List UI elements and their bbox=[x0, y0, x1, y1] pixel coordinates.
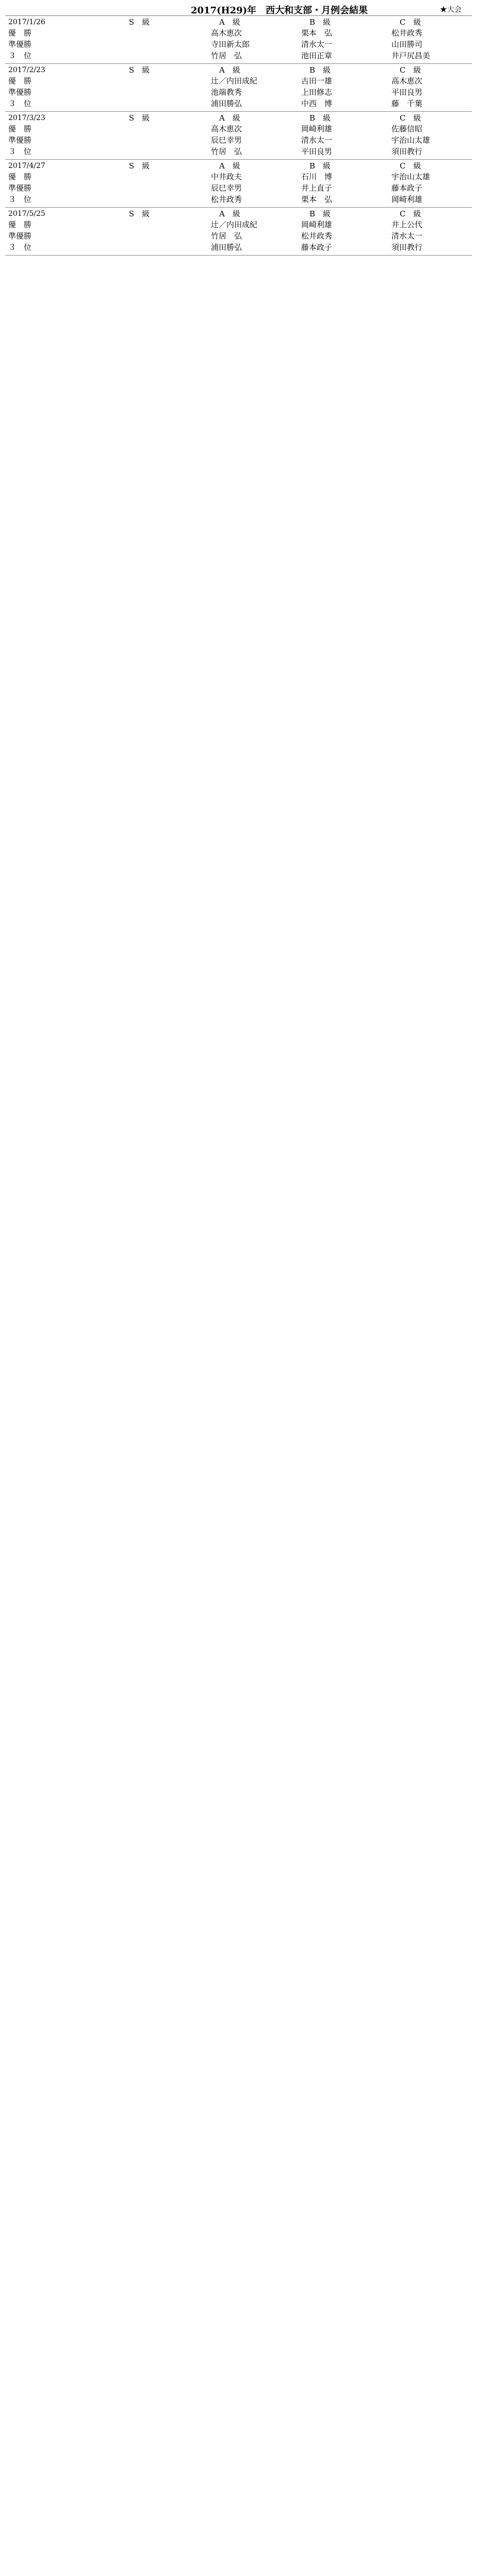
meet-header bbox=[5, 160, 472, 171]
meet-date: 2017/4/27 bbox=[8, 162, 45, 170]
player-name: 竹居 弘 bbox=[211, 231, 242, 241]
player-name bbox=[113, 98, 204, 109]
player-name: 清水太一 bbox=[301, 135, 333, 145]
player-name: 宇治山太雄 bbox=[391, 172, 431, 181]
rank-label: 準優勝 bbox=[8, 231, 32, 241]
row-spacer bbox=[36, 87, 113, 98]
player-name: 栗本 弘 bbox=[301, 28, 333, 38]
player-name: 浦田勝弘 bbox=[211, 243, 242, 252]
meet-header bbox=[5, 208, 472, 219]
player-name: 清水太一 bbox=[391, 231, 423, 241]
meet-date: 2017/2/23 bbox=[8, 66, 45, 74]
player-name: 竹居 弘 bbox=[211, 147, 242, 156]
result-row bbox=[5, 182, 472, 194]
row-spacer bbox=[36, 98, 113, 109]
player-name bbox=[113, 134, 204, 146]
page-header bbox=[5, 0, 472, 16]
player-name: 栗本 弘 bbox=[301, 195, 333, 204]
player-name bbox=[113, 27, 204, 39]
player-name: 清水太一 bbox=[301, 40, 333, 49]
player-name: 高木恵次 bbox=[211, 28, 242, 38]
class-heading: C 級 bbox=[400, 65, 421, 75]
player-name bbox=[113, 194, 204, 205]
player-name: 佐藤信昭 bbox=[391, 124, 423, 133]
rank-label: 準優勝 bbox=[8, 40, 32, 49]
row-spacer bbox=[36, 75, 113, 87]
player-name: 石川 博 bbox=[301, 172, 333, 181]
result-row bbox=[5, 98, 472, 109]
player-name bbox=[113, 219, 204, 230]
player-name: 高木恵次 bbox=[391, 76, 423, 86]
player-name: 辻／内田成紀 bbox=[211, 76, 258, 86]
player-name bbox=[113, 230, 204, 242]
rank-label: ３ 位 bbox=[8, 99, 32, 108]
player-name: 松井政秀 bbox=[391, 28, 423, 38]
row-spacer bbox=[36, 242, 113, 253]
player-name: 藤本政子 bbox=[391, 183, 423, 193]
player-name: 井上公代 bbox=[391, 220, 423, 229]
class-heading: S 級 bbox=[129, 65, 150, 75]
row-spacer bbox=[36, 219, 113, 230]
rank-label: ３ 位 bbox=[8, 51, 32, 60]
player-name: 岡崎利雄 bbox=[301, 124, 333, 133]
row-spacer bbox=[36, 123, 113, 134]
rank-label: 準優勝 bbox=[8, 135, 32, 145]
meet-date: 2017/1/26 bbox=[8, 18, 45, 26]
rank-label: 優 勝 bbox=[8, 76, 32, 86]
player-name: 藤 千葉 bbox=[391, 99, 423, 108]
player-name bbox=[113, 75, 204, 87]
player-name bbox=[113, 123, 204, 134]
result-row bbox=[5, 75, 472, 87]
meet-header bbox=[5, 64, 472, 75]
meet-block bbox=[5, 208, 472, 256]
tournament-note: ★大会 bbox=[440, 6, 462, 14]
player-name: 池田正章 bbox=[301, 51, 333, 60]
class-heading: C 級 bbox=[400, 113, 421, 123]
result-row bbox=[5, 194, 472, 205]
player-name bbox=[113, 242, 204, 253]
class-heading: A 級 bbox=[219, 65, 240, 75]
meet-block bbox=[5, 160, 472, 208]
player-name bbox=[113, 50, 204, 61]
meet-block bbox=[5, 64, 472, 112]
row-spacer bbox=[36, 194, 113, 205]
class-heading: B 級 bbox=[309, 18, 331, 27]
rank-label: ３ 位 bbox=[8, 195, 32, 204]
row-spacer bbox=[36, 146, 113, 157]
rank-label: 準優勝 bbox=[8, 183, 32, 193]
player-name: 宇治山太雄 bbox=[391, 135, 431, 145]
class-heading: B 級 bbox=[309, 209, 331, 218]
result-row bbox=[5, 242, 472, 253]
meet-header bbox=[5, 112, 472, 123]
player-name: 松井政秀 bbox=[211, 195, 242, 204]
class-heading: S 級 bbox=[129, 113, 150, 123]
player-name: 古田一雄 bbox=[301, 76, 333, 86]
results-page bbox=[0, 0, 477, 680]
player-name bbox=[113, 87, 204, 98]
player-name: 辰巳幸男 bbox=[211, 135, 242, 145]
meet-header bbox=[5, 16, 472, 27]
result-row bbox=[5, 230, 472, 242]
result-row bbox=[5, 171, 472, 182]
row-spacer bbox=[36, 39, 113, 50]
player-name: 岡崎利雄 bbox=[391, 195, 423, 204]
player-name: 須田教行 bbox=[391, 147, 423, 156]
meet-block bbox=[5, 112, 472, 160]
meet-block bbox=[5, 16, 472, 64]
player-name: 寺田新太郎 bbox=[211, 40, 250, 49]
player-name: 岡崎利雄 bbox=[301, 220, 333, 229]
row-spacer bbox=[36, 230, 113, 242]
meet-date: 2017/3/23 bbox=[8, 114, 45, 122]
rank-label: 準優勝 bbox=[8, 88, 32, 97]
row-spacer bbox=[36, 50, 113, 61]
player-name: 平田良男 bbox=[391, 88, 423, 97]
result-row bbox=[5, 219, 472, 230]
rank-label: 優 勝 bbox=[8, 124, 32, 133]
class-heading: S 級 bbox=[129, 18, 150, 27]
player-name: 辻／内田成紀 bbox=[211, 220, 258, 229]
player-name: 中西 博 bbox=[301, 99, 333, 108]
row-spacer bbox=[36, 182, 113, 194]
meet-list bbox=[0, 16, 477, 256]
class-heading: C 級 bbox=[400, 209, 421, 218]
player-name: 平田良男 bbox=[301, 147, 333, 156]
class-heading: A 級 bbox=[219, 18, 240, 27]
result-row bbox=[5, 146, 472, 157]
class-heading: S 級 bbox=[129, 209, 150, 218]
player-name bbox=[113, 182, 204, 194]
rank-label: ３ 位 bbox=[8, 147, 32, 156]
player-name bbox=[113, 39, 204, 50]
player-name: 辰巳幸男 bbox=[211, 183, 242, 193]
row-spacer bbox=[36, 134, 113, 146]
class-heading: S 級 bbox=[129, 161, 150, 171]
result-row bbox=[5, 123, 472, 134]
player-name: 上田修志 bbox=[301, 88, 333, 97]
row-spacer bbox=[36, 171, 113, 182]
player-name: 山田勝司 bbox=[391, 40, 423, 49]
class-heading: A 級 bbox=[219, 161, 240, 171]
result-row bbox=[5, 134, 472, 146]
meet-date: 2017/5/25 bbox=[8, 210, 45, 218]
player-name bbox=[113, 146, 204, 157]
player-name: 須田教行 bbox=[391, 243, 423, 252]
result-row bbox=[5, 87, 472, 98]
rank-label: 優 勝 bbox=[8, 28, 32, 38]
rank-label: 優 勝 bbox=[8, 220, 32, 229]
player-name: 竹居 弘 bbox=[211, 51, 242, 60]
player-name: 高木恵次 bbox=[211, 124, 242, 133]
rank-label: 優 勝 bbox=[8, 172, 32, 181]
class-heading: C 級 bbox=[400, 161, 421, 171]
player-name: 井戸尻昌美 bbox=[391, 51, 431, 60]
player-name: 松井政秀 bbox=[301, 231, 333, 241]
page-title: 2017(H29)年 西大和支部・月例会結果 bbox=[191, 5, 368, 16]
player-name bbox=[113, 171, 204, 182]
player-name: 中井政夫 bbox=[211, 172, 242, 181]
rank-label: ３ 位 bbox=[8, 243, 32, 252]
player-name: 藤本政子 bbox=[301, 243, 333, 252]
player-name: 井上直子 bbox=[301, 183, 333, 193]
class-heading: A 級 bbox=[219, 113, 240, 123]
row-spacer bbox=[36, 27, 113, 39]
class-heading: B 級 bbox=[309, 113, 331, 123]
player-name: 池端教秀 bbox=[211, 88, 242, 97]
result-row bbox=[5, 50, 472, 61]
class-heading: B 級 bbox=[309, 65, 331, 75]
class-heading: A 級 bbox=[219, 209, 240, 218]
result-row bbox=[5, 27, 472, 39]
result-row bbox=[5, 39, 472, 50]
player-name: 浦田勝弘 bbox=[211, 99, 242, 108]
class-heading: B 級 bbox=[309, 161, 331, 171]
class-heading: C 級 bbox=[400, 18, 421, 27]
